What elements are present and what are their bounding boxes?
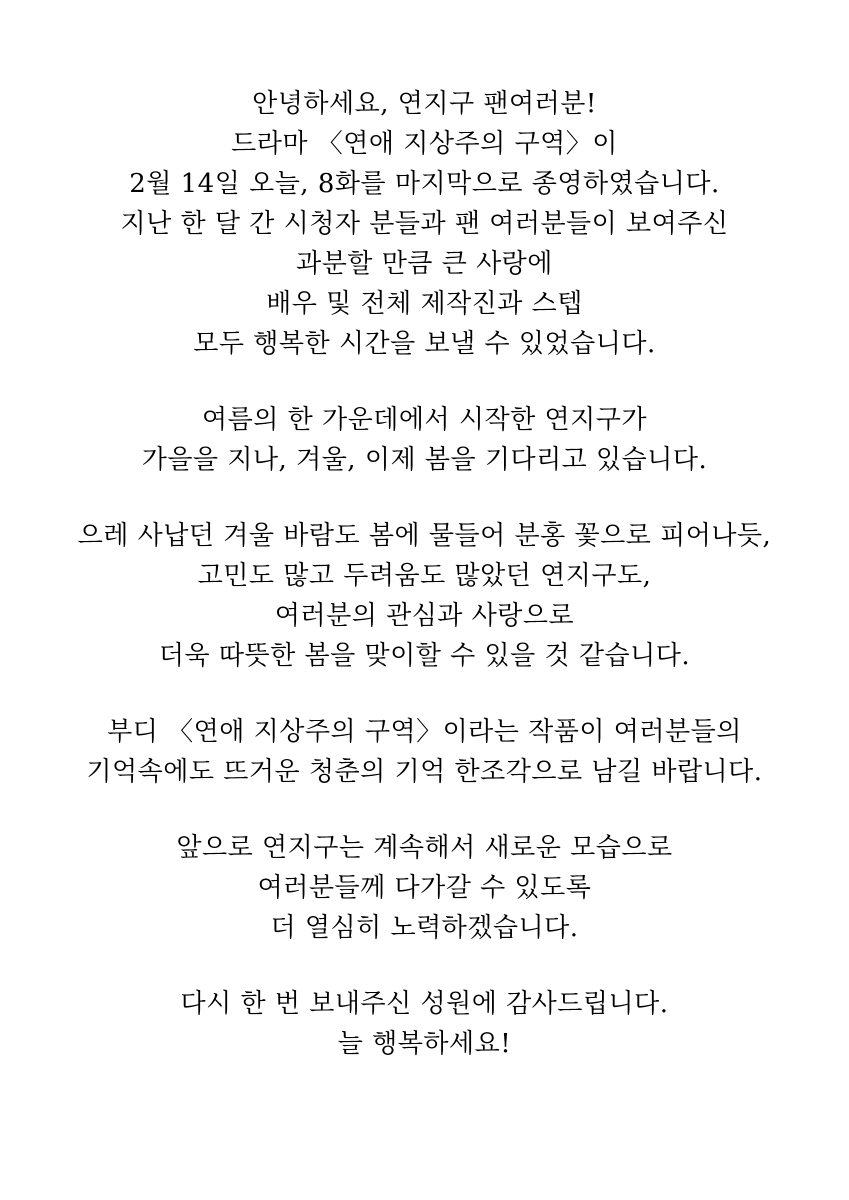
text-line: 더 열심히 노력하겠습니다.: [270, 913, 579, 943]
text-line: 고민도 많고 두려움도 많았던 연지구도,: [197, 561, 652, 591]
text-line: 지난 한 달 간 시청자 분들과 팬 여러분들이 보여주신: [120, 209, 729, 239]
text-line: 늘 행복하세요!: [337, 1029, 512, 1059]
paragraph-spring: [0, 516, 849, 676]
paragraph-greeting: [0, 84, 849, 364]
paragraph-memory: [0, 712, 849, 792]
text-line: 여러분의 관심과 사랑으로: [274, 601, 575, 631]
text-line: 여름의 한 가운데에서 시작한 연지구가: [202, 405, 647, 435]
text-line: 여러분들께 다가갈 수 있도록: [257, 873, 592, 903]
text-line: 기억속에도 뜨거운 청춘의 기억 한조각으로 남길 바랍니다.: [86, 757, 763, 787]
text-line: 드라마 〈연애 지상주의 구역〉이: [231, 129, 618, 159]
text-line: 다시 한 번 보내주신 성원에 감사드립니다.: [180, 989, 669, 1019]
text-line: 부디 〈연애 지상주의 구역〉이라는 작품이 여러분들의: [107, 717, 742, 747]
paragraph-closing: [0, 984, 849, 1064]
text-line: 과분할 만큼 큰 사랑에: [296, 249, 553, 279]
text-line: 가을을 지나, 겨울, 이제 봄을 기다리고 있습니다.: [141, 445, 708, 475]
text-line: 모두 행복한 시간을 보낼 수 있었습니다.: [193, 329, 656, 359]
text-line: 안녕하세요, 연지구 팬여러분!: [252, 89, 597, 119]
paragraph-seasons: [0, 400, 849, 480]
text-line: 배우 및 전체 제작진과 스텝: [266, 289, 583, 319]
text-line: 2월 14일 오늘, 8화를 마지막으로 종영하였습니다.: [129, 169, 720, 199]
text-line: 으레 사납던 겨울 바람도 봄에 물들어 분홍 꽃으로 피어나듯,: [77, 521, 772, 551]
text-line: 더욱 따뜻한 봄을 맞이할 수 있을 것 같습니다.: [158, 641, 691, 671]
text-line: 앞으로 연지구는 계속해서 새로운 모습으로: [176, 833, 673, 863]
paragraph-future: [0, 828, 849, 948]
